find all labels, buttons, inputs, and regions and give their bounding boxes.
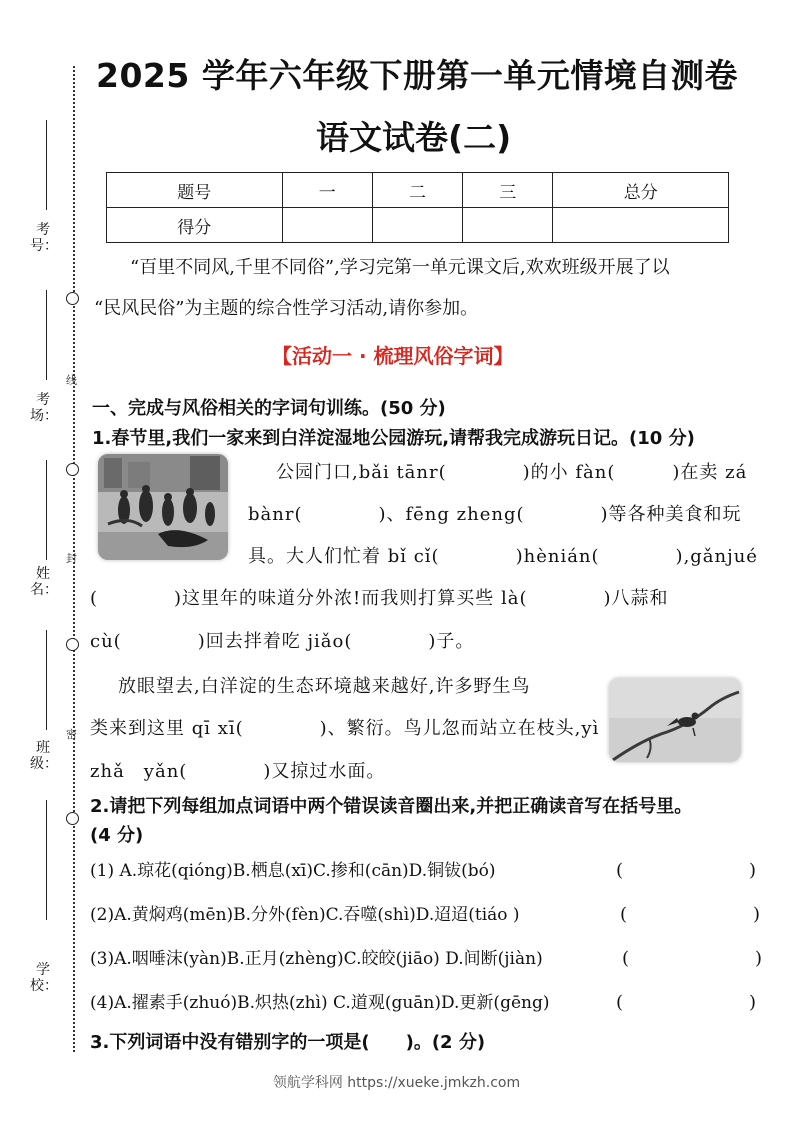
diary-line-4: ( )这里年的味道分外浓!而我则打算买些 là( )八蒜和 <box>90 588 669 609</box>
cut-word-line: 线 <box>66 374 77 387</box>
q2-item-1: (1) A.琼花(qióng)B.栖息(xī)C.掺和(cān)D.铜钹(bó) <box>90 861 496 881</box>
score-header-cell: 一 <box>282 173 372 208</box>
score-row-label: 得分 <box>107 208 283 243</box>
score-cell[interactable] <box>463 208 553 243</box>
question-2-title-line-1: 2.请把下列每组加点词语中两个错误读音圈出来,并把正确读音写在括号里。 <box>90 796 693 817</box>
binding-hole <box>66 812 79 825</box>
binding-hole <box>66 292 79 305</box>
binding-hole <box>66 638 79 651</box>
page-title: 2025 学年六年级下册第一单元情境自测卷 <box>96 56 738 95</box>
field-line-class <box>46 630 47 730</box>
score-header-cell: 题号 <box>107 173 283 208</box>
field-name: 姓名： <box>30 566 58 598</box>
field-line-exam-no <box>46 120 47 210</box>
question-2-title-line-2: (4 分) <box>90 825 144 846</box>
diary-line-8: zhǎ yǎn( )又掠过水面。 <box>90 761 386 782</box>
field-school: 学校： <box>30 962 58 994</box>
score-table-header-row <box>107 173 729 208</box>
intro-line-1: “百里不同风,千里不同俗”,学习完第一单元课文后,欢欢班级开展了以 <box>130 257 670 278</box>
field-exam-room: 考场： <box>30 392 58 424</box>
question-3-title: 3.下列词语中没有错别字的一项是( )。(2 分) <box>90 1032 486 1053</box>
cut-word-seal: 封 <box>66 552 77 565</box>
score-header-cell: 三 <box>463 173 553 208</box>
score-header-cell: 总分 <box>553 173 729 208</box>
score-cell[interactable] <box>372 208 462 243</box>
cut-word-secret: 密 <box>66 728 77 741</box>
q2-answer-blank-4[interactable]: ( ) <box>616 992 757 1013</box>
festival-dance-photo <box>98 454 228 560</box>
q2-item-3: (3)A.咽唾沫(yàn)B.正月(zhèng)C.皎皎(jiāo) D.间断(jiàn) <box>90 949 543 969</box>
q2-answer-blank-2[interactable]: ( ) <box>620 904 761 925</box>
field-line-school <box>46 800 47 920</box>
binding-hole <box>66 463 79 476</box>
field-line-room <box>46 290 47 380</box>
footer-watermark: 领航学科网 https://xueke.jmkzh.com <box>272 1075 521 1091</box>
diary-line-6: 放眼望去,白洋淀的生态环境越来越好,许多野生鸟 <box>118 676 531 697</box>
q2-item-2: (2)A.黄焖鸡(mēn)B.分外(fèn)C.吞噬(shì)D.迢迢(tiáo ) <box>90 905 520 925</box>
q2-answer-blank-3[interactable]: ( ) <box>622 948 763 969</box>
q2-item-4: (4)A.擢素手(zhuó)B.炽热(zhì) C.道观(guān)D.更新(gēng) <box>90 993 550 1013</box>
score-header-cell: 二 <box>372 173 462 208</box>
score-cell[interactable] <box>282 208 372 243</box>
section-title: 一、完成与风俗相关的字词句训练。(50 分) <box>92 398 446 419</box>
activity-title: 【活动一 · 梳理风俗字词】 <box>272 344 514 368</box>
question-1-title: 1.春节里,我们一家来到白洋淀湿地公园游玩,请帮我完成游玩日记。(10 分) <box>92 428 695 449</box>
score-table <box>106 172 729 243</box>
diary-line-1: 公园门口,bǎi tānr( )的小 fàn( )在卖 zá <box>276 462 748 483</box>
page-subtitle: 语文试卷(二) <box>316 118 512 157</box>
score-table-score-row <box>107 208 729 243</box>
bird-on-branch-photo <box>609 678 741 762</box>
diary-line-5: cù( )回去拌着吃 jiǎo( )子。 <box>90 631 475 652</box>
intro-line-2: “民风民俗”为主题的综合性学习活动,请你参加。 <box>94 298 479 319</box>
diary-line-3: 具。大人们忙着 bǐ cǐ( )hènián( ),gǎnjué <box>248 546 758 567</box>
field-line-name <box>46 460 47 560</box>
field-class: 班级： <box>30 740 58 772</box>
field-exam-no: 考号： <box>30 222 58 254</box>
diary-line-2: bànr( )、fēng zheng( )等各种美食和玩 <box>248 504 742 525</box>
q2-answer-blank-1[interactable]: ( ) <box>616 860 757 881</box>
diary-line-7: 类来到这里 qī xī( )、繁衍。鸟儿忽而站立在枝头,yì <box>90 718 600 739</box>
score-cell[interactable] <box>553 208 729 243</box>
